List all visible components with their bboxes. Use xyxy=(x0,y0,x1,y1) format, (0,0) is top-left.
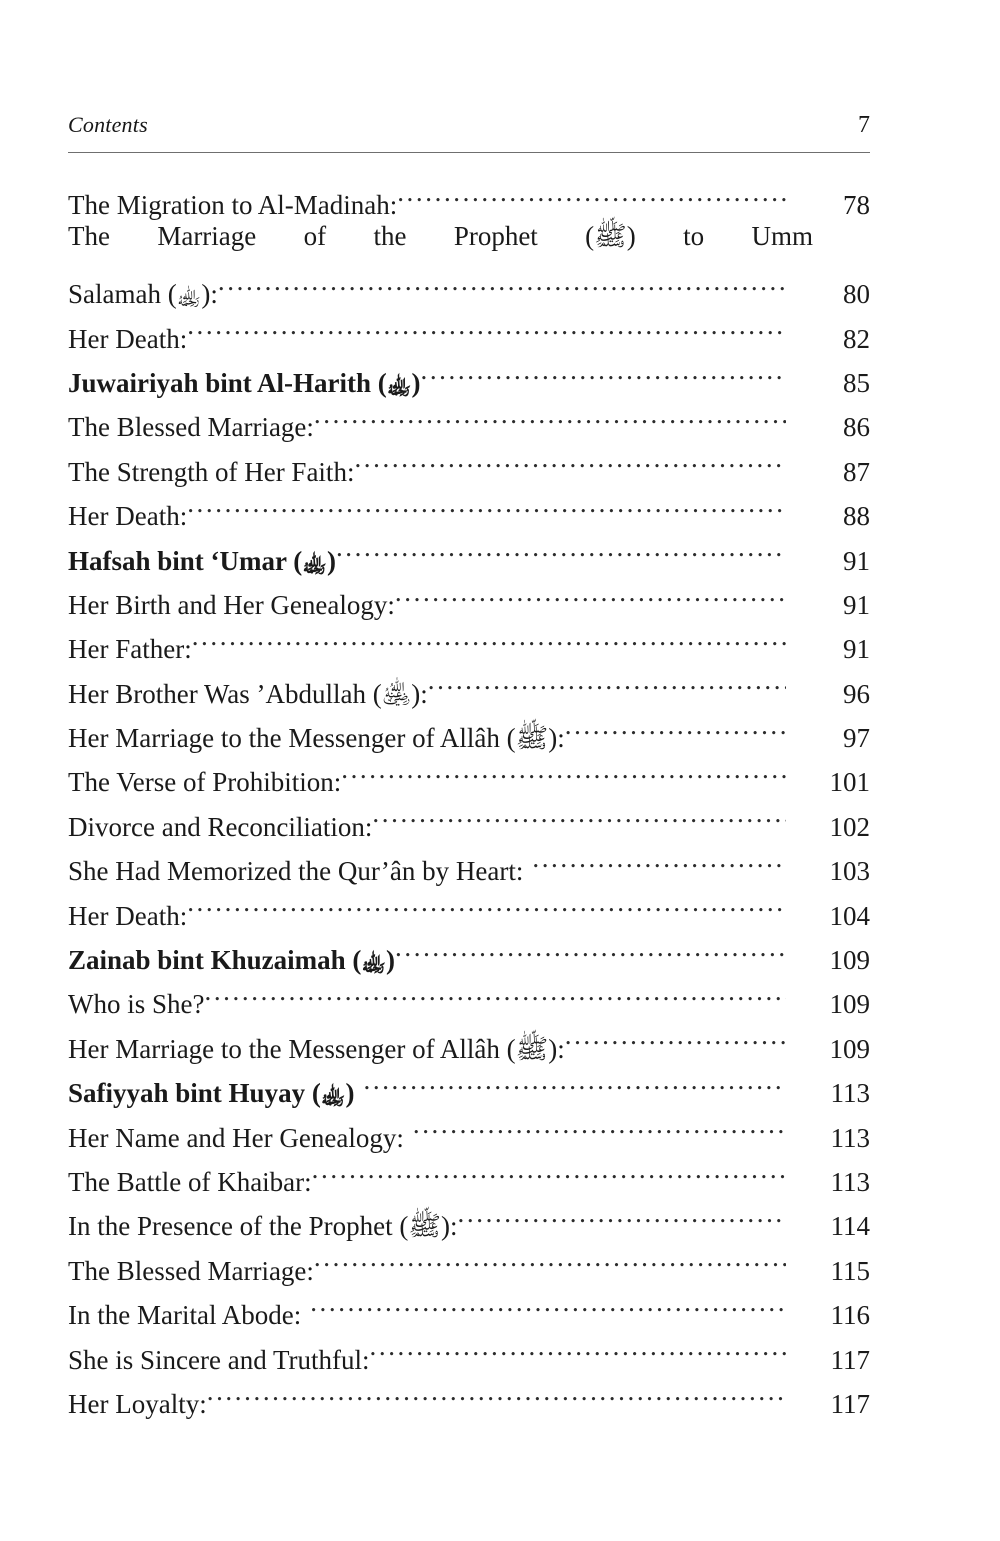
toc-entry-title-line xyxy=(68,214,813,258)
toc-entry-title: Safiyyah bint Huyay (﵀) xyxy=(68,1078,355,1109)
toc-entry-title: In the Marital Abode: xyxy=(68,1300,302,1331)
toc-entry-title: Juwairiyah bint Al-Harith (﵀) xyxy=(68,367,421,398)
toc-dot-leader xyxy=(397,170,786,214)
toc-entry-page-number: 109 xyxy=(829,1033,870,1064)
toc-dot-leader xyxy=(312,1147,786,1191)
toc-entry[interactable] xyxy=(68,880,870,931)
toc-dot-leader xyxy=(187,481,786,525)
toc-dot-leader xyxy=(187,303,786,347)
toc-entry-title-line xyxy=(68,259,870,310)
toc-entry-word: the xyxy=(373,221,407,252)
toc-entry-title: She is Sincere and Truthful: xyxy=(68,1344,370,1375)
toc-entry-title: Salamah (﵀): xyxy=(68,279,218,310)
running-head-title: Contents xyxy=(68,112,148,137)
toc-dot-leader xyxy=(395,570,786,614)
toc-entry-title: Her Name and Her Genealogy: xyxy=(68,1122,404,1153)
toc-entry-word: (ﷺ) xyxy=(585,221,636,252)
toc-entry-page-number: 91 xyxy=(843,545,870,576)
toc-dot-leader xyxy=(364,1058,787,1102)
toc-entry[interactable] xyxy=(68,481,870,532)
table-of-contents xyxy=(68,170,870,1419)
toc-entry-title: Her Death: xyxy=(68,323,188,354)
toc-entry-page-number: 113 xyxy=(830,1078,870,1109)
toc-dot-leader xyxy=(187,880,786,924)
toc-entry-page-number: 86 xyxy=(843,412,870,443)
toc-dot-leader xyxy=(204,969,786,1013)
toc-entry-page-number: 117 xyxy=(830,1344,870,1375)
toc-dot-leader xyxy=(565,703,786,747)
toc-entry-word: Marriage xyxy=(157,221,257,252)
toc-entry-title: The Blessed Marriage: xyxy=(68,412,314,443)
toc-entry-page-number: 104 xyxy=(829,900,870,931)
toc-entry-page-number: 82 xyxy=(843,323,870,354)
header-rule xyxy=(68,152,870,153)
toc-dot-leader xyxy=(341,747,786,791)
toc-dot-leader xyxy=(314,1235,786,1279)
toc-dot-leader xyxy=(420,348,786,392)
toc-entry-page-number: 91 xyxy=(843,634,870,665)
toc-entry-page-number: 117 xyxy=(830,1388,870,1419)
toc-entry-title: The Verse of Prohibition: xyxy=(68,767,342,798)
toc-entry-page-number: 78 xyxy=(843,190,870,221)
toc-dot-leader xyxy=(532,836,786,880)
toc-entry-word: of xyxy=(303,221,327,252)
toc-entry-title: Her Loyalty: xyxy=(68,1388,207,1419)
toc-entry-title: Her Marriage to the Messenger of Allâh (ﷺ): xyxy=(68,1033,565,1064)
toc-entry-title: She Had Memorized the Qur’ân by Heart: xyxy=(68,856,524,887)
toc-entry[interactable] xyxy=(68,525,870,576)
toc-entry-page-number: 116 xyxy=(830,1300,870,1331)
toc-entry-title: Her Marriage to the Messenger of Allâh (ﷺ): xyxy=(68,723,565,754)
toc-entry-title: Her Father: xyxy=(68,634,192,665)
toc-dot-leader xyxy=(314,392,786,436)
toc-entry-page-number: 85 xyxy=(843,367,870,398)
toc-entry-page-number: 113 xyxy=(830,1122,870,1153)
toc-dot-leader xyxy=(354,436,786,480)
toc-dot-leader xyxy=(192,614,786,658)
toc-dot-leader xyxy=(336,525,786,569)
toc-entry-page-number: 97 xyxy=(843,723,870,754)
toc-entry-page-number: 109 xyxy=(829,989,870,1020)
toc-dot-leader xyxy=(428,658,786,702)
toc-entry-page-number: 101 xyxy=(829,767,870,798)
toc-dot-leader xyxy=(395,925,786,969)
toc-entry-title: The Battle of Khaibar: xyxy=(68,1166,312,1197)
toc-entry-page-number: 87 xyxy=(843,456,870,487)
toc-entry[interactable] xyxy=(68,303,870,354)
toc-entry-page-number: 113 xyxy=(830,1166,870,1197)
toc-entry[interactable] xyxy=(68,214,870,310)
toc-entry-page-number: 102 xyxy=(829,811,870,842)
toc-entry-title: Hafsah bint ‘Umar (﵀) xyxy=(68,545,336,576)
toc-entry-title: The Strength of Her Faith: xyxy=(68,456,355,487)
toc-entry-word: Umm xyxy=(751,221,813,252)
toc-entry-title: Divorce and Reconciliation: xyxy=(68,811,373,842)
toc-entry-title: Her Birth and Her Genealogy: xyxy=(68,589,395,620)
toc-dot-leader xyxy=(218,259,786,303)
toc-dot-leader xyxy=(413,1102,786,1146)
toc-entry-title: The Migration to Al-Madinah: xyxy=(68,190,398,221)
toc-dot-leader xyxy=(458,1191,786,1235)
toc-entry-title: Her Brother Was ’Abdullah (﵁): xyxy=(68,678,428,709)
toc-entry-page-number: 80 xyxy=(843,279,870,310)
toc-entry-title: Her Death: xyxy=(68,900,188,931)
toc-entry-word: Prophet xyxy=(453,221,538,252)
toc-entry[interactable] xyxy=(68,348,870,398)
toc-entry-title: In the Presence of the Prophet (ﷺ): xyxy=(68,1211,458,1242)
toc-dot-leader xyxy=(372,791,786,835)
toc-entry-title: Her Death: xyxy=(68,501,188,532)
toc-dot-leader xyxy=(310,1280,786,1324)
toc-entry-page-number: 103 xyxy=(829,856,870,887)
toc-dot-leader xyxy=(207,1369,786,1413)
toc-entry-page-number: 91 xyxy=(843,589,870,620)
toc-entry[interactable] xyxy=(68,925,870,976)
toc-entry-page-number: 115 xyxy=(830,1255,870,1286)
toc-entry-page-number: 88 xyxy=(843,501,870,532)
toc-entry-word: to xyxy=(683,221,705,252)
running-head-folio: 7 xyxy=(858,112,870,138)
toc-entry-page-number: 96 xyxy=(843,678,870,709)
toc-entry-title: Zainab bint Khuzaimah (﵀) xyxy=(68,945,396,976)
toc-dot-leader xyxy=(565,1013,786,1057)
toc-entry-title: The Blessed Marriage: xyxy=(68,1255,314,1286)
toc-dot-leader xyxy=(370,1324,787,1368)
toc-entry-page-number: 114 xyxy=(830,1211,870,1242)
toc-entry-word: The xyxy=(68,221,110,252)
toc-entry-title: Who is She? xyxy=(68,989,205,1020)
running-head xyxy=(68,112,870,138)
toc-entry-page-number: 109 xyxy=(829,945,870,976)
toc-entry[interactable] xyxy=(68,170,870,221)
